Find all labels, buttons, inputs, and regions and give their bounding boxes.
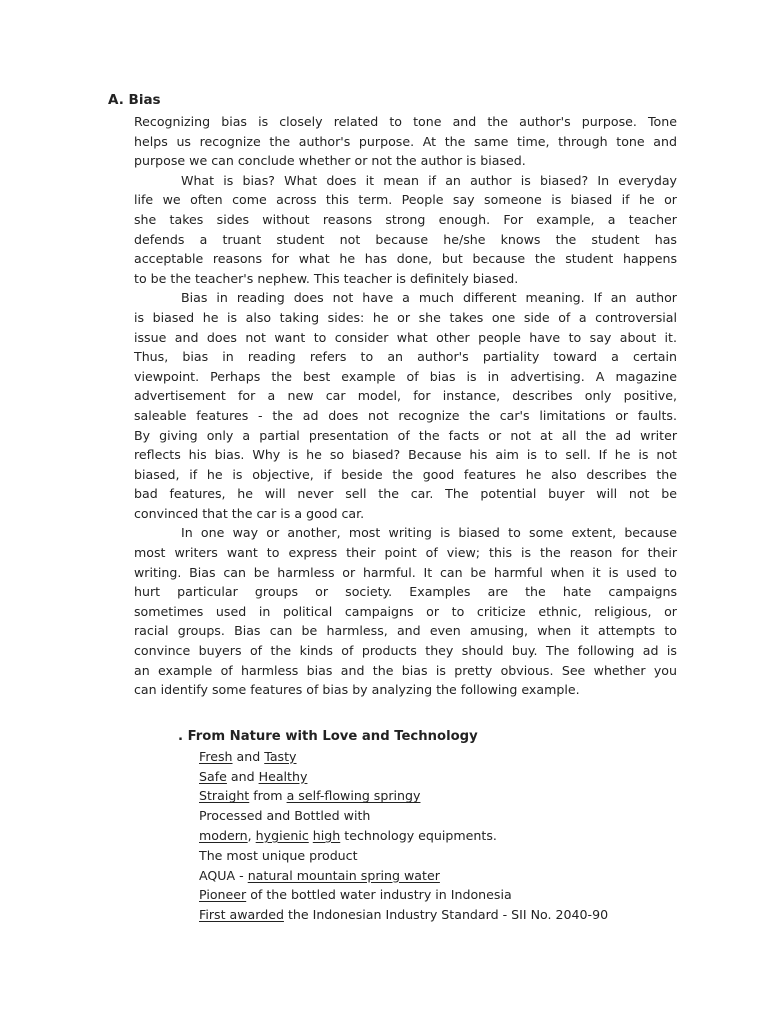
text-line: viewpoint. Perhaps the best example of bias is in advertising. A magazine bbox=[134, 368, 677, 384]
text-line: writing. Bias can be harmless or harmful. It can be harmful when it is used to bbox=[134, 564, 677, 580]
ad-items bbox=[178, 747, 608, 925]
text-line: biased, if he is objective, if beside the good features he also describes the bbox=[134, 466, 677, 482]
underlined-phrase: Straight bbox=[199, 788, 250, 804]
text-line: sometimes used in political campaigns or to criticize ethnic, religious, or bbox=[134, 603, 677, 619]
text-line: Thus, bias in reading refers to an author's partiality toward a certain bbox=[134, 349, 677, 365]
text-line: convinced that the car is a good car. bbox=[134, 505, 365, 521]
underlined-phrase: natural mountain spring water bbox=[247, 867, 440, 883]
text-line: purpose we can conclude whether or not the author is biased. bbox=[134, 153, 526, 169]
text-segment: , bbox=[247, 827, 256, 843]
text-segment: Processed and Bottled with bbox=[199, 808, 371, 824]
text-line: she takes sides without reasons strong enough. For example, a teacher bbox=[134, 211, 677, 227]
text-line: In one way or another, most writing is biased to some extent, because bbox=[181, 525, 677, 541]
text-segment: AQUA - bbox=[199, 867, 248, 883]
text-segment: the Indonesian Industry Standard - SII No. 2040-90 bbox=[283, 907, 609, 923]
text-line: By giving only a partial presentation of the facts or not at all the ad writer bbox=[134, 427, 677, 443]
text-line: most writers want to express their point of view; this is the reason for their bbox=[134, 545, 677, 561]
text-line: is biased he is also taking sides: he or she takes one side of a controversial bbox=[134, 309, 677, 325]
section-heading: A. Bias bbox=[108, 92, 161, 108]
text-line: convince buyers of the kinds of products they should buy. The following ad is bbox=[134, 643, 677, 659]
text-segment: technology equipments. bbox=[340, 827, 497, 843]
paragraph bbox=[134, 523, 677, 699]
text-line: issue and does not want to consider what other people have to say about it. bbox=[134, 329, 677, 345]
text-line: acceptable reasons for what he has done, but because the student happens bbox=[134, 251, 677, 267]
ad-line bbox=[178, 905, 608, 925]
ad-line bbox=[178, 885, 608, 905]
underlined-phrase: First awarded bbox=[199, 907, 284, 923]
ad-line bbox=[178, 846, 608, 866]
underlined-phrase: a self-flowing springy bbox=[286, 788, 421, 804]
text-line: hurt particular groups or society. Examples are the hate campaigns bbox=[134, 584, 677, 600]
ad-line bbox=[178, 866, 608, 886]
text-segment: The most unique product bbox=[199, 847, 358, 863]
ad-line bbox=[178, 826, 608, 846]
text-segment: and bbox=[232, 748, 265, 764]
text-line: Bias in reading does not have a much different meaning. If an author bbox=[181, 290, 677, 306]
text-line: defends a truant student not because he/she knows the student has bbox=[134, 231, 677, 247]
paragraph bbox=[134, 112, 677, 171]
text-line: bad features, he will never sell the car. The potential buyer will not be bbox=[134, 486, 677, 502]
ad-line bbox=[178, 747, 608, 767]
text-line: can identify some features of bias by analyzing the following example. bbox=[134, 682, 580, 698]
underlined-phrase: Tasty bbox=[264, 748, 297, 764]
ad-title: . From Nature with Love and Technology bbox=[178, 729, 478, 744]
underlined-phrase: Pioneer bbox=[199, 887, 247, 903]
body-text bbox=[134, 112, 677, 700]
underlined-phrase: Fresh bbox=[199, 748, 233, 764]
text-line: saleable features - the ad does not recognize the car's limitations or faults. bbox=[134, 407, 677, 423]
paragraph bbox=[134, 288, 677, 523]
text-line: reflects his bias. Why is he so biased? Because his aim is to sell. If he is not bbox=[134, 447, 677, 463]
text-line: advertisement for a new car model, for instance, describes only positive, bbox=[134, 388, 677, 404]
underlined-phrase: hygienic bbox=[255, 827, 309, 843]
text-segment: from bbox=[249, 788, 287, 804]
ad-line bbox=[178, 786, 608, 806]
text-segment: and bbox=[226, 768, 259, 784]
underlined-phrase: Healthy bbox=[258, 768, 308, 784]
ad-line bbox=[178, 806, 608, 826]
underlined-phrase: modern bbox=[199, 827, 248, 843]
text-line: Recognizing bias is closely related to tone and the author's purpose. Tone bbox=[134, 114, 677, 129]
advertisement-example bbox=[178, 727, 608, 925]
underlined-phrase: Safe bbox=[199, 768, 227, 784]
text-line: to be the teacher's nephew. This teacher is definitely biased. bbox=[134, 270, 519, 286]
underlined-phrase: high bbox=[312, 827, 341, 843]
text-line: helps us recognize the author's purpose. At the same time, through tone and bbox=[134, 133, 677, 149]
paragraph bbox=[134, 171, 677, 289]
text-line: an example of harmless bias and the bias is pretty obvious. See whether you bbox=[134, 662, 677, 678]
text-segment: of the bottled water industry in Indonesia bbox=[246, 887, 512, 903]
text-line: life we often come across this term. People say someone is biased if he or bbox=[134, 192, 677, 208]
text-line: What is bias? What does it mean if an author is biased? In everyday bbox=[181, 172, 677, 188]
text-line: racial groups. Bias can be harmless, and even amusing, when it attempts to bbox=[134, 623, 677, 639]
ad-line bbox=[178, 767, 608, 787]
